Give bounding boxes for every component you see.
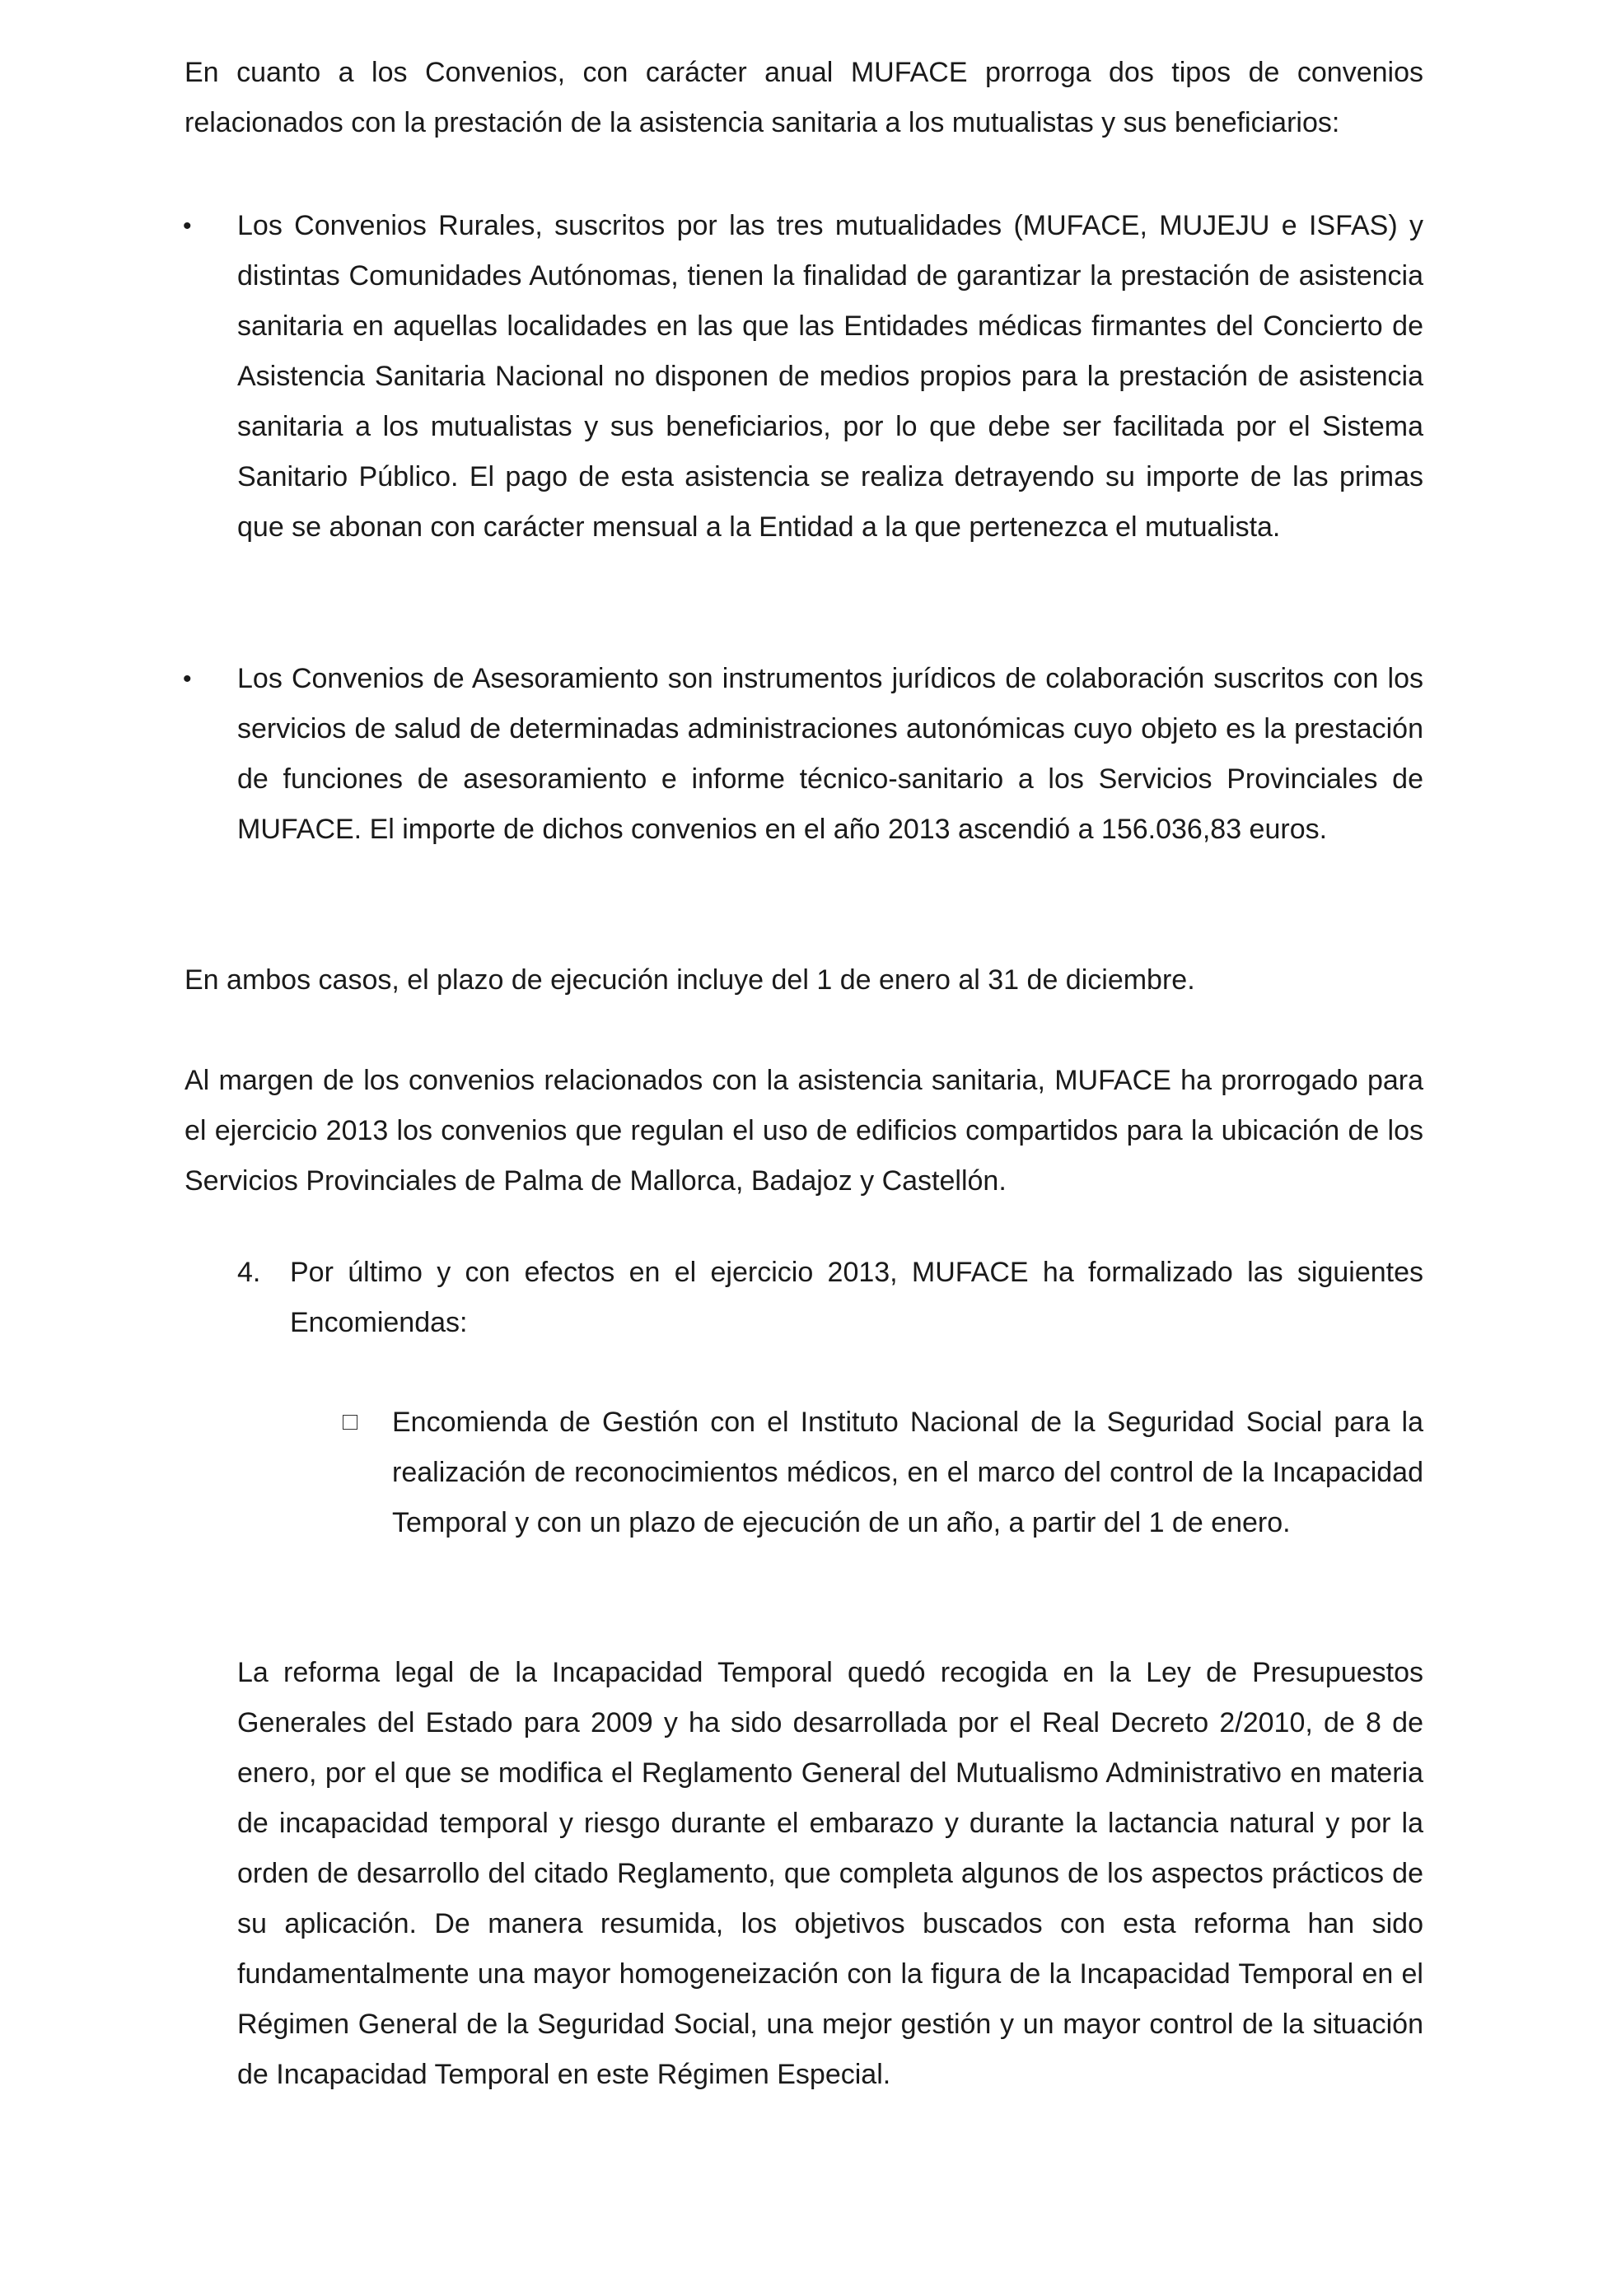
bullet-marker-2: • (183, 665, 192, 693)
intro-paragraph: En cuanto a los Convenios, con carácter anual MUFACE prorroga dos tipos de convenios relacionados con la prestación de la asistencia sanitaria a los mutualistas y sus beneficiarios: (185, 57, 1423, 138)
bullet-marker-1: • (183, 212, 192, 240)
numbered-item-text: Por último y con efectos en el ejercicio 2013, MUFACE ha formalizado las siguientes Encomiendas: (290, 1257, 1423, 1338)
bullet-rurales-text: Los Convenios Rurales, suscritos por las tres mutualidades (MUFACE, MUJEJU e ISFAS) y distintas Comunidades Autónomas, tienen la finalidad de garantizar la prestación de asistencia sanitaria en aquellas localidades en las que las Entidades médicas firmantes del Concierto de Asistencia Sanitaria Nacional no disponen de medios propios para la prestación de asistencia sanitaria a los mutualistas y sus beneficiarios, por lo que debe ser facilitada por el Sistema Sanitario Público. El pago de esta asistencia se realiza detrayendo su importe de las primas que se abonan con carácter mensual a la Entidad a la que pertenezca el mutualista. (237, 210, 1423, 543)
checkbox-item-text: Encomienda de Gestión con el Instituto Nacional de la Seguridad Social para la realización de reconocimientos médicos, en el marco del control de la Incapacidad Temporal y con un plazo de ejecución de un año, a partir del 1 de enero. (392, 1407, 1423, 1538)
ambos-casos-paragraph: En ambos casos, el plazo de ejecución incluye del 1 de enero al 31 de diciembre. (185, 964, 1195, 996)
bullet-asesoramiento-text: Los Convenios de Asesoramiento son instrumentos jurídicos de colaboración suscritos con los servicios de salud de determinadas administraciones autonómicas cuyo objeto es la prestación de funciones de asesoramiento e informe técnico-sanitario a los Servicios Provinciales de MUFACE. El importe de dichos convenios en el año 2013 ascendió a 156.036,83 euros. (237, 663, 1423, 845)
margen-paragraph: Al margen de los convenios relacionados con la asistencia sanitaria, MUFACE ha prorrogado para el ejercicio 2013 los convenios que regulan el uso de edificios compartidos para la ubicación de los Servicios Provinciales de Palma de Mallorca, Badajoz y Castellón. (185, 1065, 1423, 1197)
reforma-paragraph: La reforma legal de la Incapacidad Temporal quedó recogida en la Ley de Presupuestos Generales del Estado para 2009 y ha sido desarrollada por el Real Decreto 2/2010, de 8 de enero, por el que se modifica el Reglamento General del Mutualismo Administrativo en materia de incapacidad temporal y riesgo durante el embarazo y durante la lactancia natural y por la orden de desarrollo del citado Reglamento, que completa algunos de los aspectos prácticos de su aplicación. De manera resumida, los objetivos buscados con esta reforma han sido fundamentalmente una mayor homogeneización con la figura de la Incapacidad Temporal en el Régimen General de la Seguridad Social, una mejor gestión y un mayor control de la situación de Incapacidad Temporal en este Régimen Especial. (237, 1657, 1423, 2090)
numbered-item-label: 4. (237, 1257, 261, 1288)
checkbox-square-icon (343, 1415, 357, 1430)
